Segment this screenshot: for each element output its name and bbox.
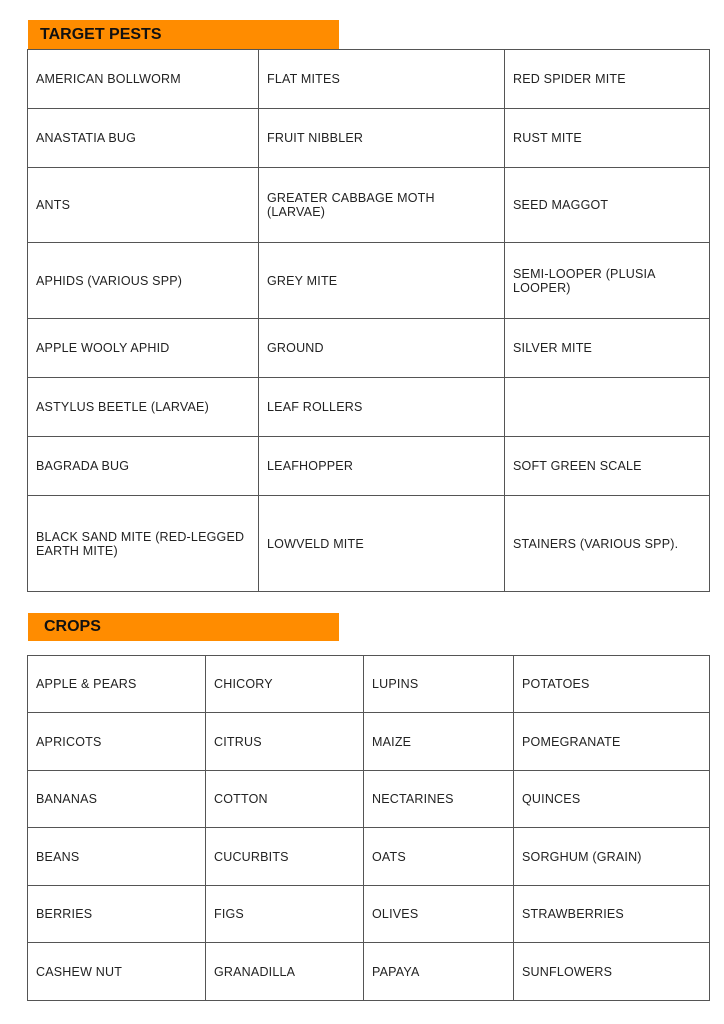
table-cell: POMEGRANATE [514,713,710,771]
table-cell: OLIVES [364,886,514,943]
crops-table [27,655,710,1001]
table-cell: STRAWBERRIES [514,886,710,943]
crop-table-row [28,943,710,1001]
table-cell: LOWVELD MITE [259,496,505,592]
table-cell: GREY MITE [259,243,505,319]
crop-table-row [28,771,710,828]
pest-table-row [28,168,710,243]
table-cell: CITRUS [206,713,364,771]
table-cell: SORGHUM (GRAIN) [514,828,710,886]
pest-table-row [28,437,710,496]
table-cell: OATS [364,828,514,886]
pest-table-row [28,109,710,168]
table-cell: FRUIT NIBBLER [259,109,505,168]
target-pests-table [27,49,710,592]
table-cell: FLAT MITES [259,50,505,109]
crop-table-row [28,713,710,771]
table-cell: MAIZE [364,713,514,771]
table-cell: ASTYLUS BEETLE (LARVAE) [28,378,259,437]
crop-table-row [28,886,710,943]
table-cell: GREATER CABBAGE MOTH (LARVAE) [259,168,505,243]
table-cell: POTATOES [514,656,710,713]
table-cell: SOFT GREEN SCALE [505,437,710,496]
table-cell: BLACK SAND MITE (RED-LEGGED EARTH MITE) [28,496,259,592]
crop-table-row [28,656,710,713]
pest-table-row [28,496,710,592]
table-cell [505,378,710,437]
table-cell: CASHEW NUT [28,943,206,1001]
table-cell: CUCURBITS [206,828,364,886]
table-cell: SUNFLOWERS [514,943,710,1001]
table-cell: SEMI-LOOPER (PLUSIA LOOPER) [505,243,710,319]
table-cell: PAPAYA [364,943,514,1001]
pest-table-row [28,50,710,109]
table-cell: QUINCES [514,771,710,828]
target-pests-heading: TARGET PESTS [28,20,339,49]
table-cell: STAINERS (VARIOUS SPP). [505,496,710,592]
table-cell: NECTARINES [364,771,514,828]
table-cell: BANANAS [28,771,206,828]
table-cell: APPLE & PEARS [28,656,206,713]
pest-table-row [28,243,710,319]
crop-table-row [28,828,710,886]
table-cell: BAGRADA BUG [28,437,259,496]
table-cell: COTTON [206,771,364,828]
table-cell: SEED MAGGOT [505,168,710,243]
crops-heading: CROPS [28,613,339,641]
table-cell: BEANS [28,828,206,886]
table-cell: SILVER MITE [505,319,710,378]
table-cell: ANASTATIA BUG [28,109,259,168]
table-cell: APRICOTS [28,713,206,771]
table-cell: BERRIES [28,886,206,943]
pest-table-row [28,378,710,437]
table-cell: APPLE WOOLY APHID [28,319,259,378]
table-cell: LUPINS [364,656,514,713]
table-cell: GRANADILLA [206,943,364,1001]
table-cell: LEAF ROLLERS [259,378,505,437]
table-cell: FIGS [206,886,364,943]
table-cell: CHICORY [206,656,364,713]
table-cell: RED SPIDER MITE [505,50,710,109]
table-cell: ANTS [28,168,259,243]
table-cell: RUST MITE [505,109,710,168]
table-cell: GROUND [259,319,505,378]
table-cell: LEAFHOPPER [259,437,505,496]
table-cell: AMERICAN BOLLWORM [28,50,259,109]
pest-table-row [28,319,710,378]
table-cell: APHIDS (VARIOUS SPP) [28,243,259,319]
